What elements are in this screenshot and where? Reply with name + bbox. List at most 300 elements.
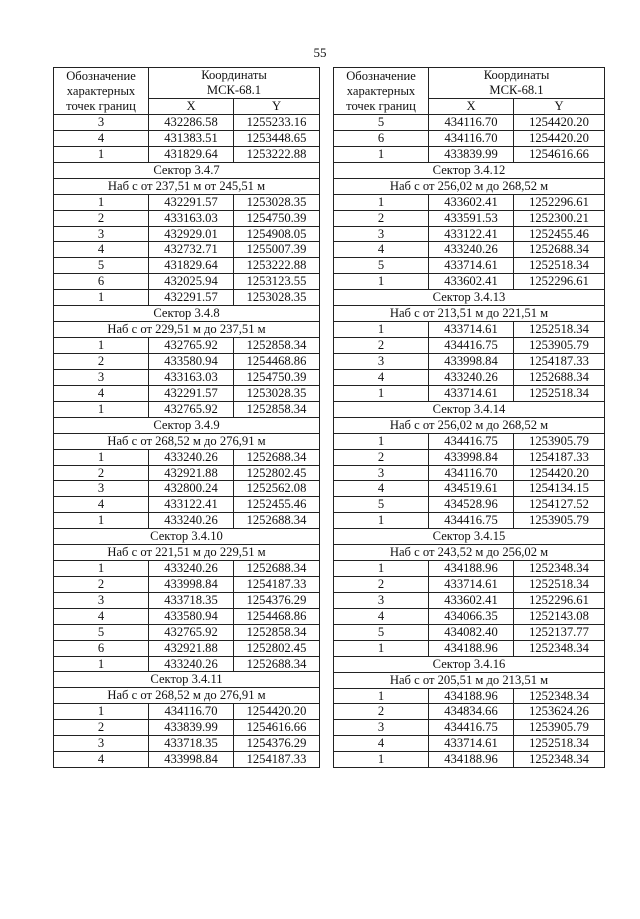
point-number: 4 (54, 752, 149, 768)
point-number: 6 (334, 130, 429, 146)
coord-x: 433240.26 (429, 369, 514, 385)
coord-y: 1252296.61 (514, 274, 605, 290)
coord-x: 433240.26 (149, 513, 234, 529)
sector-row (54, 433, 320, 449)
coordinates-table-right (333, 67, 605, 768)
sector-row (54, 417, 320, 433)
sector-row (334, 672, 605, 688)
table-row (334, 465, 605, 481)
coord-x: 432921.88 (149, 640, 234, 656)
point-number: 6 (54, 274, 149, 290)
coord-y: 1252688.34 (514, 369, 605, 385)
point-number: 1 (54, 338, 149, 354)
point-number: 1 (334, 513, 429, 529)
coord-x: 433580.94 (149, 608, 234, 624)
coord-y: 1254420.20 (514, 130, 605, 146)
table-body-left (54, 68, 320, 768)
sector-row (54, 306, 320, 322)
table-row (54, 194, 320, 210)
sector-row (54, 672, 320, 688)
table-row (54, 258, 320, 274)
sector-title: Наб с от 221,51 м до 229,51 м (54, 545, 320, 561)
table-row (334, 688, 605, 704)
header-coordinates (429, 68, 605, 99)
coord-x: 433122.41 (149, 497, 234, 513)
coord-y: 1255007.39 (234, 242, 320, 258)
point-number: 1 (54, 290, 149, 306)
table-body-right (334, 68, 605, 768)
coord-y: 1253905.79 (514, 513, 605, 529)
coord-x: 434519.61 (429, 481, 514, 497)
coord-y: 1252518.34 (514, 258, 605, 274)
coord-y: 1253222.88 (234, 258, 320, 274)
coord-y: 1252518.34 (514, 385, 605, 401)
coord-y: 1254750.39 (234, 210, 320, 226)
coord-y: 1252688.34 (234, 656, 320, 672)
sector-title: Сектор 3.4.15 (334, 529, 605, 545)
coord-x: 433714.61 (429, 258, 514, 274)
coord-x: 432765.92 (149, 624, 234, 640)
table-row (334, 353, 605, 369)
table-row (54, 513, 320, 529)
coord-x: 433602.41 (429, 194, 514, 210)
coord-x: 433240.26 (149, 656, 234, 672)
coord-y: 1252300.21 (514, 210, 605, 226)
coord-y: 1252348.34 (514, 752, 605, 768)
coord-y: 1253905.79 (514, 338, 605, 354)
table-row (334, 449, 605, 465)
coord-y: 1252518.34 (514, 736, 605, 752)
table-row (54, 577, 320, 593)
table-row (54, 656, 320, 672)
coord-y: 1252858.34 (234, 401, 320, 417)
table-row (334, 561, 605, 577)
coord-y: 1254187.33 (514, 353, 605, 369)
coord-y: 1253028.35 (234, 194, 320, 210)
sector-title: Наб с от 268,52 м до 276,91 м (54, 688, 320, 704)
coord-x: 433602.41 (429, 274, 514, 290)
sector-title: Сектор 3.4.11 (54, 672, 320, 688)
point-number: 4 (54, 130, 149, 146)
coord-x: 434528.96 (429, 497, 514, 513)
point-number: 2 (54, 465, 149, 481)
coord-x: 432291.57 (149, 194, 234, 210)
table-row (54, 592, 320, 608)
point-number: 4 (334, 242, 429, 258)
header-label-line-1: Обозначение (66, 68, 136, 83)
header-point-label (54, 68, 149, 115)
table-row (54, 242, 320, 258)
point-number: 4 (54, 608, 149, 624)
table-row (334, 720, 605, 736)
sector-row (334, 656, 605, 672)
coord-x: 433240.26 (149, 561, 234, 577)
table-row (54, 752, 320, 768)
table-row (54, 385, 320, 401)
table-row (54, 226, 320, 242)
table-row (334, 258, 605, 274)
header-x: X (429, 99, 514, 115)
point-number: 1 (54, 561, 149, 577)
coord-y: 1252455.46 (514, 226, 605, 242)
point-number: 1 (334, 688, 429, 704)
header-point-label (334, 68, 429, 115)
point-number: 3 (334, 353, 429, 369)
coord-y: 1252518.34 (514, 322, 605, 338)
coord-y: 1254468.86 (234, 353, 320, 369)
coord-x: 432286.58 (149, 115, 234, 131)
table-row (54, 290, 320, 306)
coord-x: 433602.41 (429, 592, 514, 608)
coord-y: 1253028.35 (234, 290, 320, 306)
sector-row (334, 545, 605, 561)
coord-y: 1252858.34 (234, 338, 320, 354)
sector-row (334, 529, 605, 545)
table-row (54, 274, 320, 290)
coord-x: 434116.70 (429, 130, 514, 146)
coord-y: 1253123.55 (234, 274, 320, 290)
coord-x: 434416.75 (429, 720, 514, 736)
coord-y: 1254376.29 (234, 592, 320, 608)
sector-title: Сектор 3.4.12 (334, 162, 605, 178)
table-row (334, 210, 605, 226)
table-row (54, 210, 320, 226)
coord-y: 1252137.77 (514, 624, 605, 640)
coord-x: 433240.26 (149, 449, 234, 465)
coord-y: 1254187.33 (514, 449, 605, 465)
coord-y: 1252348.34 (514, 561, 605, 577)
coord-y: 1253624.26 (514, 704, 605, 720)
table-row (54, 497, 320, 513)
table-row (54, 369, 320, 385)
coord-y: 1254134.15 (514, 481, 605, 497)
table-row (334, 640, 605, 656)
coord-x: 434834.66 (429, 704, 514, 720)
sector-title: Сектор 3.4.9 (54, 417, 320, 433)
header-coords-line-2: МСК-68.1 (206, 83, 262, 97)
point-number: 1 (54, 704, 149, 720)
coord-x: 434116.70 (149, 704, 234, 720)
coord-y: 1252562.08 (234, 481, 320, 497)
coord-x: 431829.64 (149, 258, 234, 274)
sector-row (54, 322, 320, 338)
point-number: 4 (334, 481, 429, 497)
table-row (54, 449, 320, 465)
sector-title: Наб с от 237,51 м от 245,51 м (54, 178, 320, 194)
coord-y: 1253222.88 (234, 146, 320, 162)
sector-title: Наб с от 243,52 м до 256,02 м (334, 545, 605, 561)
coord-x: 434416.75 (429, 513, 514, 529)
point-number: 3 (334, 226, 429, 242)
coord-x: 433998.84 (429, 449, 514, 465)
point-number: 1 (334, 385, 429, 401)
table-row (334, 115, 605, 131)
coord-y: 1254616.66 (234, 720, 320, 736)
table-row (334, 130, 605, 146)
coord-x: 433714.61 (429, 385, 514, 401)
sector-row (334, 162, 605, 178)
page-number: 55 (313, 45, 327, 60)
coord-x: 433714.61 (429, 322, 514, 338)
coord-y: 1254468.86 (234, 608, 320, 624)
coord-x: 433122.41 (429, 226, 514, 242)
coord-y: 1252348.34 (514, 640, 605, 656)
point-number: 5 (334, 115, 429, 131)
table-row (334, 752, 605, 768)
coord-y: 1252296.61 (514, 194, 605, 210)
sector-title: Сектор 3.4.7 (54, 162, 320, 178)
coord-y: 1254908.05 (234, 226, 320, 242)
sector-row (54, 545, 320, 561)
coord-x: 432765.92 (149, 401, 234, 417)
sector-title: Сектор 3.4.16 (334, 656, 605, 672)
coord-x: 431829.64 (149, 146, 234, 162)
coord-x: 432025.94 (149, 274, 234, 290)
coord-y: 1252802.45 (234, 640, 320, 656)
coord-y: 1252348.34 (514, 688, 605, 704)
header-label-line-2: характерных (346, 83, 416, 98)
table-row (54, 130, 320, 146)
coord-x: 434116.70 (429, 465, 514, 481)
table-row (334, 385, 605, 401)
coord-x: 433714.61 (429, 736, 514, 752)
sector-title: Сектор 3.4.13 (334, 290, 605, 306)
coord-y: 1253905.79 (514, 433, 605, 449)
sector-title: Наб с от 256,02 м до 268,52 м (334, 417, 605, 433)
point-number: 4 (334, 608, 429, 624)
coord-y: 1252143.08 (514, 608, 605, 624)
header-coordinates (149, 68, 320, 99)
coord-x: 434116.70 (429, 115, 514, 131)
coord-y: 1254616.66 (514, 146, 605, 162)
coord-y: 1254420.20 (514, 115, 605, 131)
point-number: 5 (54, 624, 149, 640)
coord-y: 1253028.35 (234, 385, 320, 401)
table-row (334, 592, 605, 608)
point-number: 1 (54, 449, 149, 465)
coord-y: 1254376.29 (234, 736, 320, 752)
coord-y: 1254420.20 (234, 704, 320, 720)
sector-title: Наб с от 229,51 м до 237,51 м (54, 322, 320, 338)
coord-y: 1254750.39 (234, 369, 320, 385)
coord-x: 434188.96 (429, 688, 514, 704)
point-number: 2 (54, 210, 149, 226)
table-row (334, 577, 605, 593)
coord-x: 432800.24 (149, 481, 234, 497)
point-number: 3 (54, 226, 149, 242)
coord-x: 433998.84 (149, 577, 234, 593)
header-coords-line-1: Координаты (483, 68, 550, 82)
table-row (334, 369, 605, 385)
header-y: Y (514, 99, 605, 115)
coord-x: 432921.88 (149, 465, 234, 481)
point-number: 2 (334, 577, 429, 593)
sector-title: Сектор 3.4.10 (54, 529, 320, 545)
point-number: 2 (334, 449, 429, 465)
point-number: 5 (334, 624, 429, 640)
header-label-line-1: Обозначение (346, 68, 416, 83)
table-row (334, 736, 605, 752)
header-coords-line-1: Координаты (201, 68, 267, 82)
point-number: 5 (334, 258, 429, 274)
point-number: 1 (54, 656, 149, 672)
sector-row (54, 688, 320, 704)
table-row (334, 497, 605, 513)
coord-y: 1255233.16 (234, 115, 320, 131)
coord-x: 433998.84 (429, 353, 514, 369)
table-row (334, 513, 605, 529)
table-row (334, 146, 605, 162)
coord-x: 434066.35 (429, 608, 514, 624)
header-y: Y (234, 99, 320, 115)
point-number: 1 (334, 194, 429, 210)
point-number: 5 (54, 258, 149, 274)
table-row (334, 624, 605, 640)
coord-x: 434188.96 (429, 561, 514, 577)
coord-y: 1254187.33 (234, 577, 320, 593)
coord-x: 433998.84 (149, 752, 234, 768)
table-row (54, 561, 320, 577)
point-number: 4 (54, 242, 149, 258)
point-number: 2 (54, 577, 149, 593)
point-number: 2 (334, 338, 429, 354)
coord-y: 1253448.65 (234, 130, 320, 146)
point-number: 3 (54, 481, 149, 497)
table-row (54, 720, 320, 736)
coord-x: 433163.03 (149, 210, 234, 226)
header-x: X (149, 99, 234, 115)
coord-x: 432291.57 (149, 385, 234, 401)
table-row (334, 322, 605, 338)
sector-title: Сектор 3.4.8 (54, 306, 320, 322)
coord-y: 1252518.34 (514, 577, 605, 593)
header-label-line-3: точек границ (66, 98, 136, 113)
sector-row (54, 162, 320, 178)
point-number: 1 (54, 146, 149, 162)
table-row (54, 736, 320, 752)
point-number: 1 (334, 274, 429, 290)
table-row (334, 433, 605, 449)
point-number: 1 (334, 752, 429, 768)
point-number: 4 (54, 385, 149, 401)
point-number: 2 (54, 720, 149, 736)
coord-x: 433718.35 (149, 736, 234, 752)
coord-x: 433839.99 (149, 720, 234, 736)
header-label-line-2: характерных (66, 83, 136, 98)
sector-row (334, 306, 605, 322)
coord-x: 432929.01 (149, 226, 234, 242)
point-number: 1 (334, 433, 429, 449)
sector-row (54, 178, 320, 194)
table-row (54, 353, 320, 369)
sector-row (334, 417, 605, 433)
table-row (54, 640, 320, 656)
point-number: 3 (334, 720, 429, 736)
point-number: 1 (54, 513, 149, 529)
table-row (334, 274, 605, 290)
point-number: 1 (54, 194, 149, 210)
coord-y: 1253905.79 (514, 720, 605, 736)
header-label-line-3: точек границ (346, 98, 416, 113)
sector-row (334, 290, 605, 306)
coord-y: 1252802.45 (234, 465, 320, 481)
table-row (54, 624, 320, 640)
table-row (334, 242, 605, 258)
point-number: 3 (334, 465, 429, 481)
sector-title: Сектор 3.4.14 (334, 401, 605, 417)
coord-x: 433718.35 (149, 592, 234, 608)
coord-x: 434188.96 (429, 752, 514, 768)
point-number: 1 (54, 401, 149, 417)
point-number: 3 (334, 592, 429, 608)
point-number: 2 (54, 353, 149, 369)
coord-x: 434188.96 (429, 640, 514, 656)
coord-y: 1252858.34 (234, 624, 320, 640)
coord-x: 434416.75 (429, 338, 514, 354)
point-number: 3 (54, 592, 149, 608)
table-row (334, 608, 605, 624)
table-row (54, 608, 320, 624)
table-row (334, 338, 605, 354)
coord-y: 1252688.34 (234, 561, 320, 577)
header-coords-line-2: МСК-68.1 (489, 83, 544, 97)
point-number: 4 (334, 369, 429, 385)
coord-y: 1252296.61 (514, 592, 605, 608)
table-row (54, 146, 320, 162)
point-number: 1 (334, 640, 429, 656)
point-number: 1 (334, 322, 429, 338)
sector-title: Наб с от 268,52 м до 276,91 м (54, 433, 320, 449)
table-row (54, 115, 320, 131)
coord-x: 432732.71 (149, 242, 234, 258)
sector-title: Наб с от 213,51 м до 221,51 м (334, 306, 605, 322)
sector-row (334, 401, 605, 417)
table-row (334, 481, 605, 497)
coord-x: 434416.75 (429, 433, 514, 449)
coord-x: 431383.51 (149, 130, 234, 146)
coord-x: 433240.26 (429, 242, 514, 258)
point-number: 1 (334, 561, 429, 577)
table-row (54, 338, 320, 354)
coord-y: 1252688.34 (234, 513, 320, 529)
coord-x: 432291.57 (149, 290, 234, 306)
coord-x: 433163.03 (149, 369, 234, 385)
coord-x: 434082.40 (429, 624, 514, 640)
table-row (334, 704, 605, 720)
point-number: 4 (334, 736, 429, 752)
coord-x: 433714.61 (429, 577, 514, 593)
sector-title: Наб с от 205,51 м до 213,51 м (334, 672, 605, 688)
coord-y: 1254187.33 (234, 752, 320, 768)
point-number: 4 (54, 497, 149, 513)
point-number: 3 (54, 115, 149, 131)
point-number: 5 (334, 497, 429, 513)
sector-row (54, 529, 320, 545)
table-row (54, 704, 320, 720)
sector-row (334, 178, 605, 194)
coord-x: 433591.53 (429, 210, 514, 226)
coord-y: 1252688.34 (234, 449, 320, 465)
coord-y: 1252455.46 (234, 497, 320, 513)
table-row (334, 194, 605, 210)
point-number: 6 (54, 640, 149, 656)
table-row (54, 401, 320, 417)
coord-x: 433839.99 (429, 146, 514, 162)
coordinates-table-left (53, 67, 320, 768)
coord-x: 433580.94 (149, 353, 234, 369)
point-number: 1 (334, 146, 429, 162)
coord-x: 432765.92 (149, 338, 234, 354)
